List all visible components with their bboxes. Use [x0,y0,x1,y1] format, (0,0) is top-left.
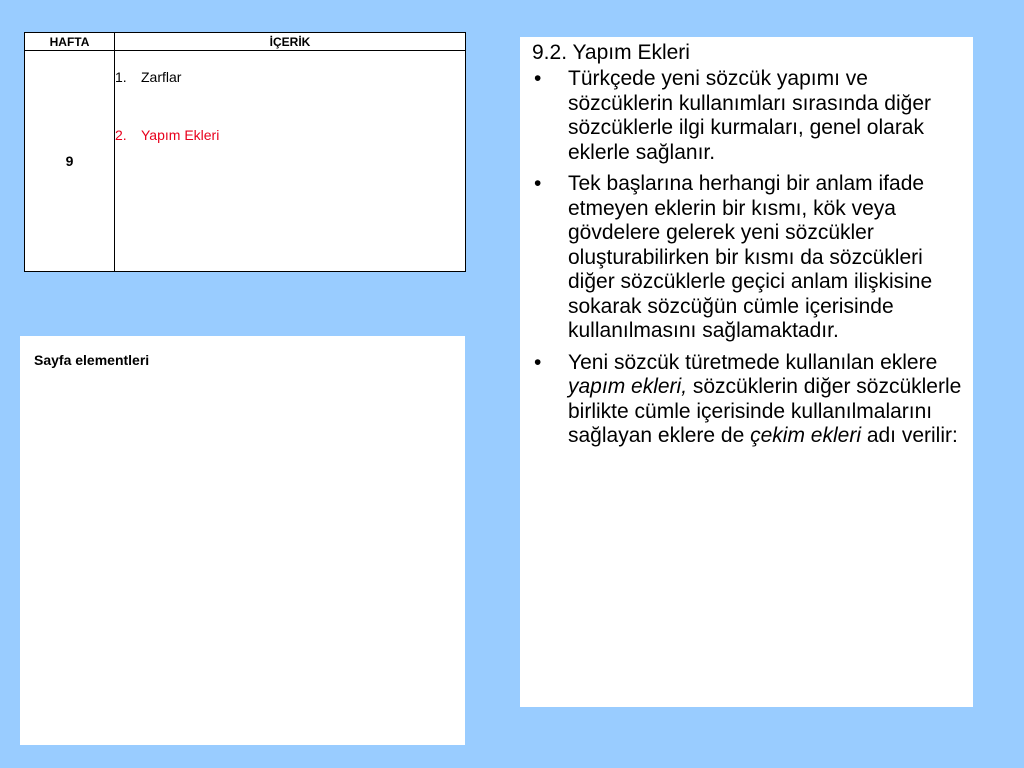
bullet-text: Tek başlarına herhangi bir anlam ifade etmeyen eklerin bir kısmı, kök veya gövdelere gelerek yeni sözcükler oluşturabilirken bir kısmı da sözcükleri diğer sözcüklerle geçici anlam ilişkisine sokarak sözcüğün cümle içerisinde kullanılmasını sağlamaktadır. [568,172,933,342]
topic-item-1 [115,69,181,85]
topic-number: 1. [115,69,127,85]
topic-label: Zarflar [141,69,182,85]
schedule-table [24,32,466,272]
header-week: HAFTA [25,33,115,51]
bullet-text: Türkçede yeni sözcük yapımı ve sözcüklerin kullanımları sırasında diğer sözcüklerle ilgi kurmaları, genel olarak eklerle sağlanır. [568,67,931,164]
notes-label: Sayfa elementleri [34,352,150,368]
topic-number: 2. [115,127,127,143]
bullet-item [532,351,965,449]
topic-label: Yapım Ekleri [141,127,220,143]
topic-item-2 [115,127,219,143]
text-span: sözcüklerin diğer sözcüklerle birlikte cümle içerisinde kullanılmalarını sağlayan eklere de [568,375,962,447]
term-cekim-ekleri: çekim ekleri [750,424,861,447]
content-panel [520,37,973,707]
text-span: adı verilir: [860,424,958,447]
header-content: İÇERİK [115,33,466,51]
bullet-list [532,67,965,449]
text-span: Yeni sözcük türetmede kullanılan eklere [568,350,938,374]
bullet-icon: • [534,350,542,374]
bullet-icon: • [534,172,542,195]
term-yapim-ekleri: yapım ekleri, [568,375,688,398]
bullet-item [532,67,965,165]
notes-box [20,336,465,745]
bullet-icon: • [534,67,542,90]
panel-title: 9.2. Yapım Ekleri [532,41,690,64]
week-number: 9 [25,51,115,272]
topics-cell [115,51,466,272]
bullet-item [532,172,965,344]
bullet-text [568,351,961,448]
